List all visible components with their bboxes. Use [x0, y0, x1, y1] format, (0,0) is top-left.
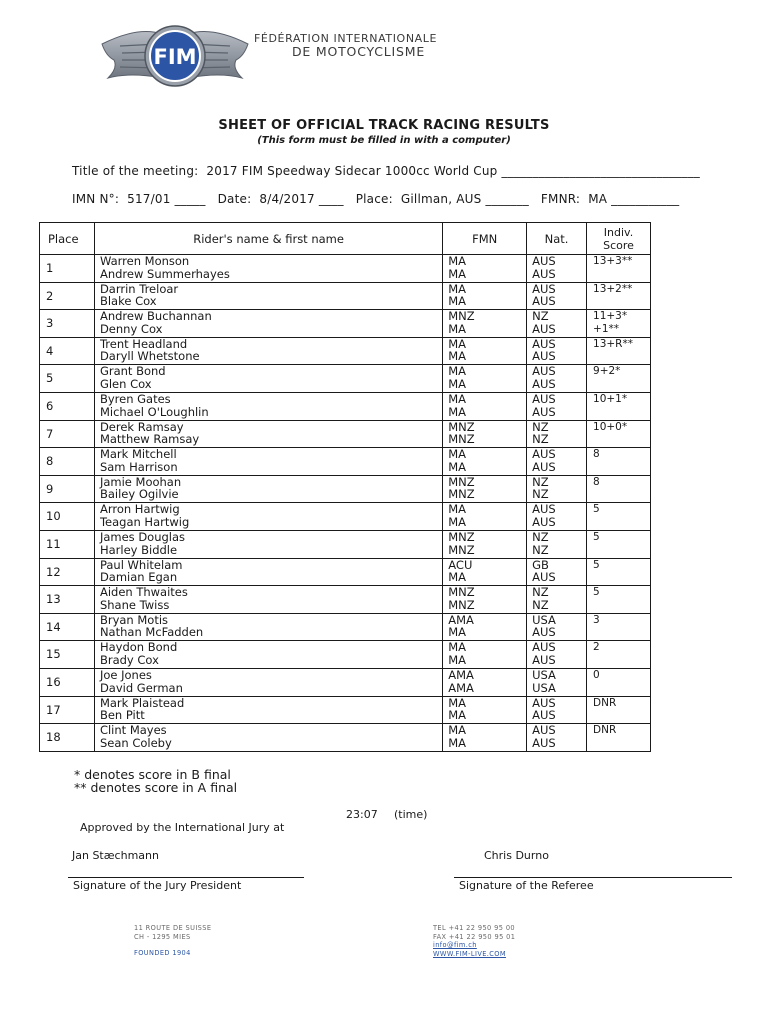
- table-row: [40, 337, 651, 365]
- nationality-code: AUS: [532, 321, 556, 336]
- rider-name-cell: [94, 724, 442, 752]
- nationality-code: GB: [532, 557, 549, 572]
- indiv-score-cell: [587, 668, 651, 696]
- fmn-code: MA: [448, 625, 467, 640]
- rider-name: Trent Headland: [99, 336, 188, 351]
- rider-name: Shane Twiss: [99, 597, 170, 612]
- indiv-score-cell: [587, 448, 651, 476]
- results-body: [40, 255, 651, 752]
- rider-name-cell: [94, 530, 442, 558]
- indiv-score-cell: [587, 420, 651, 448]
- nationality-code: NZ: [532, 487, 549, 502]
- header-score-line1: Indiv.: [603, 225, 634, 239]
- nationality-code-cell: [527, 365, 587, 393]
- rider-name-cell: [94, 255, 442, 283]
- nationality-code-cell: [527, 696, 587, 724]
- indiv-score: 9+2*: [593, 365, 621, 378]
- fmn-code: MA: [448, 570, 467, 585]
- nationality-code: AUS: [532, 708, 556, 723]
- indiv-score: +1**: [593, 322, 619, 335]
- place-cell: 7: [40, 420, 95, 448]
- table-row: [40, 420, 651, 448]
- footer-address: [134, 924, 211, 958]
- nationality-code-cell: [527, 558, 587, 586]
- table-row: [40, 448, 651, 476]
- fmn-code: MA: [448, 376, 467, 391]
- rider-name-cell: [94, 696, 442, 724]
- fmn-code: MA: [448, 652, 467, 667]
- rider-name: Andrew Summerhayes: [99, 266, 230, 281]
- rider-name: Andrew Buchannan: [99, 309, 212, 324]
- table-row: [40, 668, 651, 696]
- rider-name: Harley Biddle: [99, 542, 178, 557]
- rider-name-cell: [94, 668, 442, 696]
- indiv-score: DNR: [593, 724, 617, 737]
- nationality-code: AUS: [532, 735, 556, 750]
- indiv-score-cell: [587, 255, 651, 283]
- fmn-code: MNZ: [448, 432, 475, 447]
- nationality-code: NZ: [532, 542, 549, 557]
- fmn-code-cell: [443, 255, 527, 283]
- fmn-code-cell: [443, 530, 527, 558]
- nationality-code: USA: [532, 612, 556, 627]
- fmn-code: MA: [448, 735, 467, 750]
- table-row: [40, 530, 651, 558]
- fmn-code: MNZ: [448, 585, 475, 600]
- rider-name: Warren Monson: [99, 254, 190, 268]
- rider-name: Blake Cox: [99, 294, 157, 309]
- indiv-score-cell: [587, 310, 651, 338]
- nationality-code-cell: [527, 613, 587, 641]
- approval-text: Approved by the International Jury at: [80, 821, 285, 834]
- fmn-code: MNZ: [448, 597, 475, 612]
- fmn-code: MNZ: [448, 487, 475, 502]
- nationality-code: NZ: [532, 585, 549, 600]
- rider-name-cell: [94, 392, 442, 420]
- fmn-code: MA: [448, 364, 467, 379]
- place-cell: 13: [40, 586, 95, 614]
- indiv-score-cell: [587, 365, 651, 393]
- indiv-score: 5: [593, 530, 600, 543]
- document-title: SHEET OF OFFICIAL TRACK RACING RESULTS: [218, 118, 550, 133]
- rider-name: Jamie Moohan: [99, 474, 182, 489]
- place-cell: 2: [40, 282, 95, 310]
- rider-name: Grant Bond: [99, 364, 166, 379]
- jury-president-signature-line: [68, 877, 304, 878]
- nationality-code: NZ: [532, 474, 549, 489]
- indiv-score: 5: [593, 586, 600, 599]
- fmn-code-cell: [443, 724, 527, 752]
- fim-logo-emblem: [100, 22, 250, 98]
- referee-signature-label: Signature of the Referee: [459, 879, 594, 892]
- rider-name: Glen Cox: [99, 376, 152, 391]
- table-row: [40, 255, 651, 283]
- nationality-code: AUS: [532, 514, 556, 529]
- fmn-code-cell: [443, 475, 527, 503]
- indiv-score-cell: [587, 613, 651, 641]
- fmn-code: MA: [448, 391, 467, 406]
- table-row: [40, 586, 651, 614]
- nationality-code: AUS: [532, 502, 556, 517]
- fmn-code-cell: [443, 586, 527, 614]
- fmn-code: MNZ: [448, 529, 475, 544]
- rider-name-cell: [94, 558, 442, 586]
- indiv-score: 11+3*: [593, 310, 628, 323]
- fmn-code: MA: [448, 254, 467, 268]
- fmn-code: MA: [448, 502, 467, 517]
- nationality-code: AUS: [532, 695, 556, 710]
- nationality-code: AUS: [532, 640, 556, 655]
- legend-b-final: * denotes score in B final: [74, 767, 231, 782]
- nationality-code: AUS: [532, 254, 556, 268]
- rider-name: Sean Coleby: [99, 735, 172, 750]
- federation-name: [254, 32, 437, 58]
- fmn-code-cell: [443, 337, 527, 365]
- rider-name: Derek Ramsay: [99, 419, 184, 434]
- email-link[interactable]: info@fim.ch: [433, 941, 477, 949]
- rider-name: David German: [99, 680, 183, 695]
- indiv-score: 2: [593, 641, 600, 654]
- rider-name-cell: [94, 586, 442, 614]
- rider-name: Teagan Hartwig: [99, 514, 190, 529]
- place-cell: 12: [40, 558, 95, 586]
- nationality-code-cell: [527, 475, 587, 503]
- place-cell: 5: [40, 365, 95, 393]
- fmn-code: ACU: [448, 557, 473, 572]
- nationality-code: NZ: [532, 309, 549, 324]
- indiv-score: 8: [593, 448, 600, 461]
- nationality-code: AUS: [532, 459, 556, 474]
- fmn-code: MA: [448, 459, 467, 474]
- address-line2: CH - 1295 MIES: [134, 932, 191, 941]
- rider-name: Denny Cox: [99, 321, 163, 336]
- logo-wordmark: FIM: [153, 45, 197, 69]
- place-cell: 17: [40, 696, 95, 724]
- indiv-score: 3: [593, 613, 600, 626]
- indiv-score-cell: [587, 503, 651, 531]
- nationality-code: AUS: [532, 364, 556, 379]
- rider-name-cell: [94, 420, 442, 448]
- nationality-code: NZ: [532, 419, 549, 434]
- jury-president-signature-label: Signature of the Jury President: [73, 879, 242, 892]
- rider-name: Brady Cox: [99, 652, 159, 667]
- indiv-score-cell: [587, 696, 651, 724]
- nationality-code: AUS: [532, 391, 556, 406]
- indiv-score-cell: [587, 337, 651, 365]
- header-score-line2: Score: [603, 238, 634, 252]
- rider-name: Sam Harrison: [99, 459, 178, 474]
- fmn-code-cell: [443, 392, 527, 420]
- table-row: [40, 724, 651, 752]
- indiv-score-cell: [587, 392, 651, 420]
- nationality-code-cell: [527, 586, 587, 614]
- rider-name-cell: [94, 337, 442, 365]
- approval-time-unit: (time): [394, 808, 428, 821]
- rider-name: Clint Mayes: [99, 723, 167, 738]
- nationality-code-cell: [527, 420, 587, 448]
- referee-name: Chris Durno: [484, 849, 549, 862]
- fmn-code: MNZ: [448, 542, 475, 557]
- referee-signature-line: [454, 877, 732, 878]
- founded-year: FOUNDED 1904: [134, 949, 191, 957]
- fmn-code: MA: [448, 321, 467, 336]
- rider-name: Bailey Ogilvie: [99, 487, 179, 502]
- place-cell: 15: [40, 641, 95, 669]
- rider-name: Nathan McFadden: [99, 625, 204, 640]
- indiv-score: 5: [593, 503, 600, 516]
- indiv-score: 13+2**: [593, 282, 633, 295]
- rider-name: Aiden Thwaites: [99, 585, 188, 600]
- address-line1: 11 ROUTE DE SUISSE: [134, 924, 212, 932]
- rider-name-cell: [94, 613, 442, 641]
- rider-name-cell: [94, 641, 442, 669]
- table-row: [40, 558, 651, 586]
- fmn-code: MNZ: [448, 309, 475, 324]
- nationality-code: AUS: [532, 349, 556, 364]
- indiv-score-cell: [587, 475, 651, 503]
- rider-name-cell: [94, 503, 442, 531]
- nationality-code-cell: [527, 337, 587, 365]
- rider-name: Joe Jones: [99, 667, 152, 682]
- place-cell: 9: [40, 475, 95, 503]
- nationality-code: AUS: [532, 281, 556, 296]
- fmn-code: MA: [448, 404, 467, 419]
- federation-name-line2: DE MOTOCYCLISME: [292, 44, 426, 59]
- nationality-code: AUS: [532, 570, 556, 585]
- fmn-code: MA: [448, 723, 467, 738]
- table-row: [40, 310, 651, 338]
- rider-name: Michael O'Loughlin: [99, 404, 209, 419]
- rider-name-cell: [94, 310, 442, 338]
- fmn-code-cell: [443, 448, 527, 476]
- nationality-code: AUS: [532, 266, 556, 281]
- nationality-code: AUS: [532, 447, 556, 462]
- indiv-score-cell: [587, 530, 651, 558]
- nationality-code: NZ: [532, 529, 549, 544]
- fmn-code: AMA: [448, 667, 474, 682]
- place-cell: 11: [40, 530, 95, 558]
- rider-name: Paul Whitelam: [99, 557, 183, 572]
- rider-name-cell: [94, 365, 442, 393]
- indiv-score: 13+R**: [593, 337, 633, 350]
- nationality-code-cell: [527, 310, 587, 338]
- results-table: [39, 222, 651, 752]
- fmn-code: MA: [448, 349, 467, 364]
- indiv-score: 13+3**: [593, 255, 633, 267]
- fmn-code: MNZ: [448, 419, 475, 434]
- footer-contact: [433, 924, 515, 958]
- table-row: [40, 392, 651, 420]
- nationality-code: AUS: [532, 652, 556, 667]
- indiv-score: 10+1*: [593, 392, 628, 405]
- fmn-code: MA: [448, 640, 467, 655]
- header-place: Place: [40, 223, 95, 255]
- rider-name: Daryll Whetstone: [99, 349, 200, 364]
- rider-name-cell: [94, 282, 442, 310]
- indiv-score: 10+0*: [593, 420, 628, 433]
- header-rider-name: Rider's name & first name: [94, 223, 442, 255]
- fmn-code-cell: [443, 282, 527, 310]
- place-cell: 4: [40, 337, 95, 365]
- indiv-score: 5: [593, 558, 600, 571]
- rider-name: Byren Gates: [99, 391, 171, 406]
- nationality-code-cell: [527, 448, 587, 476]
- rider-name-cell: [94, 475, 442, 503]
- indiv-score-cell: [587, 724, 651, 752]
- letterhead: [100, 22, 480, 98]
- fmn-code-cell: [443, 696, 527, 724]
- rider-name: Mark Mitchell: [99, 447, 177, 462]
- rider-name: Darrin Treloar: [99, 281, 179, 296]
- table-row: [40, 503, 651, 531]
- nationality-code-cell: [527, 392, 587, 420]
- fmn-code-cell: [443, 641, 527, 669]
- meeting-title-line: Title of the meeting: 2017 FIM Speedway Sidecar 1000cc World Cup ________________________________: [72, 164, 700, 178]
- website-link[interactable]: WWW.FIM-LIVE.COM: [433, 949, 506, 958]
- fmn-code-cell: [443, 365, 527, 393]
- header-indiv-score: [587, 223, 651, 255]
- place-cell: 1: [40, 255, 95, 283]
- indiv-score-cell: [587, 641, 651, 669]
- indiv-score: 8: [593, 475, 600, 488]
- rider-name: Ben Pitt: [99, 708, 145, 723]
- rider-name: James Douglas: [99, 529, 186, 544]
- fmn-code: MA: [448, 514, 467, 529]
- indiv-score: 0: [593, 668, 600, 681]
- rider-name-cell: [94, 448, 442, 476]
- rider-name: Haydon Bond: [99, 640, 178, 655]
- rider-name: Matthew Ramsay: [99, 432, 200, 447]
- nationality-code-cell: [527, 282, 587, 310]
- fmn-code: MA: [448, 281, 467, 296]
- place-cell: 3: [40, 310, 95, 338]
- header-fmn: FMN: [443, 223, 527, 255]
- header-nationality: Nat.: [527, 223, 587, 255]
- approval-time: 23:07: [346, 808, 378, 821]
- nationality-code: NZ: [532, 597, 549, 612]
- table-row: [40, 613, 651, 641]
- fmn-code-cell: [443, 558, 527, 586]
- nationality-code: AUS: [532, 336, 556, 351]
- place-cell: 14: [40, 613, 95, 641]
- indiv-score-cell: [587, 558, 651, 586]
- rider-name: Damian Egan: [99, 570, 178, 585]
- fmn-code: MA: [448, 708, 467, 723]
- nationality-code: AUS: [532, 404, 556, 419]
- nationality-code: USA: [532, 667, 556, 682]
- table-row: [40, 282, 651, 310]
- fim-logo: [100, 22, 250, 98]
- legend-a-final: ** denotes score in A final: [74, 780, 238, 795]
- fmn-code: MA: [448, 695, 467, 710]
- fmn-code: MA: [448, 266, 467, 281]
- table-row: [40, 641, 651, 669]
- indiv-score-cell: [587, 282, 651, 310]
- fmn-code-cell: [443, 310, 527, 338]
- indiv-score: DNR: [593, 696, 617, 709]
- place-cell: 8: [40, 448, 95, 476]
- document-subtitle: (This form must be filled in with a computer): [257, 135, 511, 146]
- federation-name-line1: FÉDÉRATION INTERNATIONALE: [254, 32, 438, 45]
- nationality-code: AUS: [532, 376, 556, 391]
- fmn-code: MA: [448, 336, 467, 351]
- nationality-code-cell: [527, 668, 587, 696]
- place-cell: 16: [40, 668, 95, 696]
- nationality-code-cell: [527, 255, 587, 283]
- nationality-code: USA: [532, 680, 556, 695]
- nationality-code-cell: [527, 641, 587, 669]
- place-cell: 6: [40, 392, 95, 420]
- indiv-score-cell: [587, 586, 651, 614]
- fax-number: FAX +41 22 950 95 01: [433, 932, 516, 941]
- rider-name: Bryan Motis: [99, 612, 169, 627]
- nationality-code-cell: [527, 530, 587, 558]
- nationality-code-cell: [527, 724, 587, 752]
- fmn-code-cell: [443, 503, 527, 531]
- jury-president-name: Jan Stæchmann: [72, 849, 159, 862]
- place-cell: 18: [40, 724, 95, 752]
- nationality-code: AUS: [532, 294, 556, 309]
- score-legend: [74, 768, 237, 794]
- table-row: [40, 365, 651, 393]
- fmn-code: MA: [448, 294, 467, 309]
- results-header-row: [40, 223, 651, 255]
- fmn-code-cell: [443, 668, 527, 696]
- fmn-code: MNZ: [448, 474, 475, 489]
- fmn-code-cell: [443, 420, 527, 448]
- fmn-code: AMA: [448, 612, 474, 627]
- nationality-code: AUS: [532, 723, 556, 738]
- nationality-code-cell: [527, 503, 587, 531]
- rider-name: Mark Plaistead: [99, 695, 185, 710]
- fmn-code: MA: [448, 447, 467, 462]
- fmn-code: AMA: [448, 680, 474, 695]
- meeting-details-line: IMN N°: 517/01 _____ Date: 8/4/2017 ____ Place: Gillman, AUS _______ FMNR: MA ___________: [72, 192, 680, 206]
- fmn-code-cell: [443, 613, 527, 641]
- rider-name: Arron Hartwig: [99, 502, 180, 517]
- phone-number: TEL +41 22 950 95 00: [433, 924, 516, 932]
- table-row: [40, 475, 651, 503]
- nationality-code: NZ: [532, 432, 549, 447]
- nationality-code: AUS: [532, 625, 556, 640]
- place-cell: 10: [40, 503, 95, 531]
- table-row: [40, 696, 651, 724]
